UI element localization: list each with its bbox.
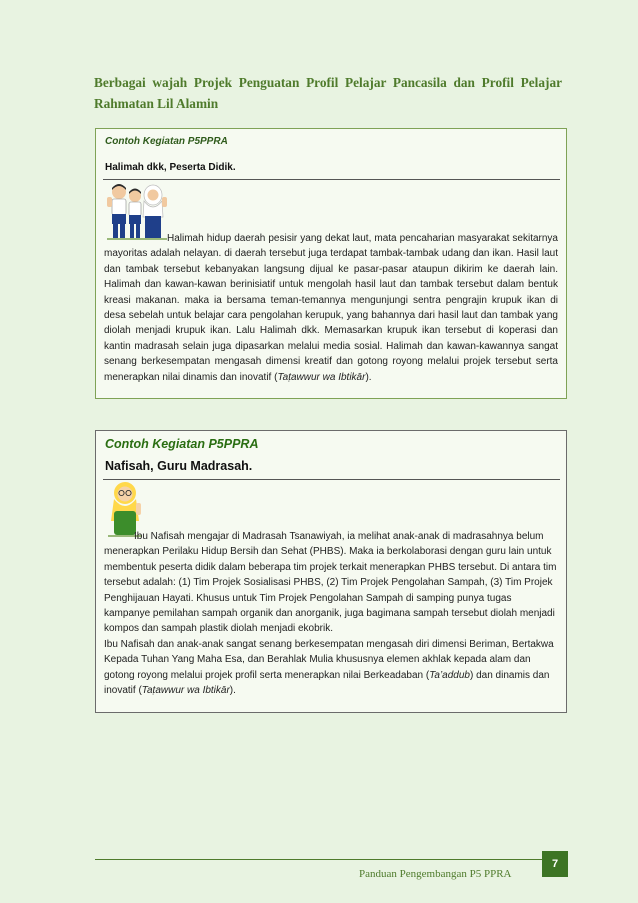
box-label: Contoh Kegiatan P5PPRA <box>105 136 228 147</box>
box-person-name: Halimah dkk, Peserta Didik. <box>105 162 236 173</box>
body-italic: Taṭawwur wa Ibtikār <box>141 685 230 697</box>
page-title: Berbagai wajah Projek Penguatan Profil Pelajar Pancasila dan Profil Pelajar Rahmatan Lil Alamin <box>94 75 562 111</box>
body-text-mid: ) dan dinamis dan inovatif ( <box>104 669 550 697</box>
body-italic: Ta’addub <box>429 669 470 681</box>
divider <box>103 479 560 480</box>
box-body-text <box>104 529 558 698</box>
body-paragraph-1: Ibu Nafisah mengajar di Madrasah Tsanawiyah, ia melihat anak-anak di madrasahnya belum menerapkan Perilaku Hidup Bersih dan Sehat (PHBS). Maka ia berkolaborasi dengan guru lain untuk membentuk peserta didik dalam beberapa tim projek terkait menerapkan PHBS tersebut. Di antara tim tersebut adalah: (1) Tim Projek Sosialisasi PHBS, (2) Tim Projek Pengolahan Sampah, (3) Tim Projek Penghijauan Hayati. Khusus untuk Tim Projek Pengolahan Sampah di samping punya tugas kampanye pemilahan sampah organik dan anorganik, juga bagimana sampah tersebut diolah menjadi kompos dan sampah plastik diolah menjadi ekobrik. <box>104 531 557 635</box>
example-box-halimah <box>95 128 567 399</box>
body-text-end: ). <box>229 685 236 697</box>
box-label: Contoh Kegiatan P5PPRA <box>105 437 259 451</box>
box-person-name: Nafisah, Guru Madrasah. <box>105 459 253 473</box>
footer-title: Panduan Pengembangan P5 PPRA <box>359 868 512 880</box>
body-italic: Taṭawwur wa Ibtikār <box>277 371 366 383</box>
body-paragraph-2: Ibu Nafisah dan anak-anak sangat senang berkesempatan mengasah diri dimensi Beriman, Bertakwa Kepada Tuhan Yang Maha Esa, dan Berahlak Mulia khususnya elemen akhlak kepada alam dan gotong royong melalui projek profil serta menerapkan nilai Berkeadaban ( <box>104 638 554 681</box>
divider <box>103 179 560 180</box>
example-box-nafisah <box>95 430 567 713</box>
body-text-end: ). <box>365 371 372 383</box>
box-body-text <box>104 231 558 385</box>
body-text: Halimah hidup daerah pesisir yang dekat laut, mata pencaharian masyarakat sekitarnya mayoritas adalah nelayan. di daerah tersebut juga terdapat tambak-tambak udang dan ikan. Hasil laut dan tambak tersebut kebanyakan langsung dijual ke pasar-pasar ataupun dikirim ke daerah lain. Halimah dan kawan-kawan berinisiatif untuk mengolah hasil laut dan tambak tersebut dalam bentuk kreasi makanan. maka ia bersama teman-temannya mengunjungi sentra pengrajin krupuk ikan di desa sebelah untuk belajar cara pengolahan kerupuk, yang bahannya dari hasil laut dan tambak yang diolah menjadi krupuk ikan. Lalu Halimah dkk. Memasarkan krupuk ikan tersebut di koperasi dan kantin madrasah selain juga dipasarkan melalui media sosial. Halimah dan kawan-kawannya sangat senang berkesempatan mengasah dimensi kreatif dan gotong royong melalui projek tersebut serta menerapkan nilai dinamis dan inovatif ( <box>104 233 558 383</box>
page-number: 7 <box>542 851 568 877</box>
footer-rule <box>95 859 542 860</box>
